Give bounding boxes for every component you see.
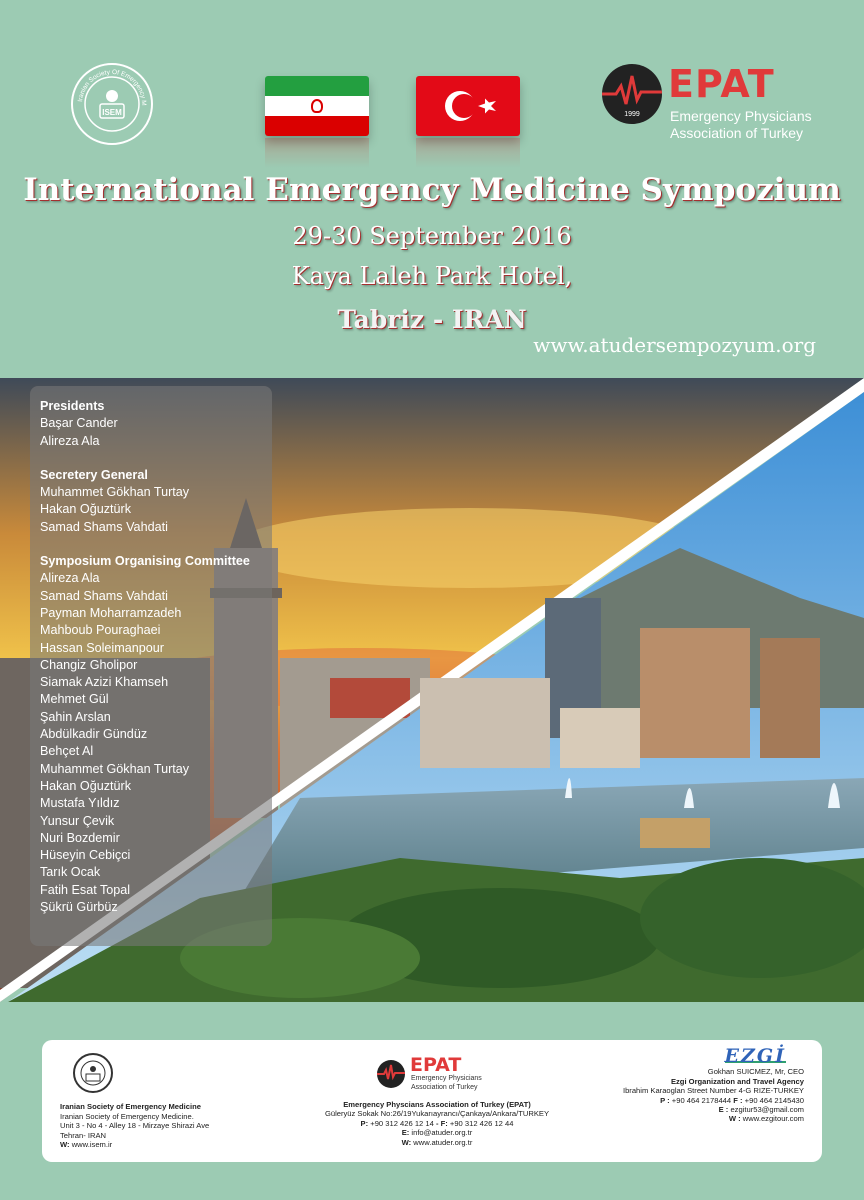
organising-committee-section xyxy=(40,553,272,916)
committee-member: Mustafa Yıldız xyxy=(40,796,120,811)
el-goli-pavilion xyxy=(640,818,710,848)
committee-member: Tarık Ocak xyxy=(40,865,101,880)
ezgi-agency-name: Ezgi Organization and Travel Agency xyxy=(670,1076,804,1086)
secretary-name: Muhammet Gökhan Turtay xyxy=(40,485,190,500)
svg-text:Iranian Society Of Emergency M: Iranian Society Of Emergency M xyxy=(77,68,148,106)
secretary-name: Hakan Oğuztürk xyxy=(40,502,131,517)
isem-name: Iranian Society of Emergency Medicine xyxy=(60,1102,201,1112)
presidents-section xyxy=(40,398,272,450)
committee-member: Siamak Azizi Khamseh xyxy=(40,675,169,690)
turkey-flag-reflection xyxy=(416,138,520,168)
epat-title: EPAT xyxy=(668,62,775,106)
iran-flag xyxy=(265,76,369,136)
committee-member: Nuri Bozdemir xyxy=(40,830,120,845)
committee-panel xyxy=(30,386,272,946)
secretary-name: Samad Shams Vahdati xyxy=(40,519,168,534)
president-name: Başar Cander xyxy=(40,416,118,431)
epat-website-link[interactable]: www.atuder.org.tr xyxy=(413,1137,473,1147)
committee-member: Fatih Esat Topal xyxy=(40,882,131,897)
ezgi-email-link[interactable]: ezgitur53@gmail.com xyxy=(730,1105,804,1115)
organising-committee-heading: Symposium Organising Committee xyxy=(40,554,250,569)
epat-subtitle: Emergency Physicians Association of Turkey xyxy=(670,108,812,141)
epat-logo xyxy=(602,64,822,144)
epat-email-link[interactable]: info@atuder.org.tr xyxy=(411,1128,473,1138)
committee-member: Hakan Oğuztürk xyxy=(40,778,131,793)
symposium-website-link[interactable]: www.atudersempozyum.org xyxy=(533,333,816,357)
ezgi-contact: EZGİ Gokhan SUICMEZ, Mr, CEO Ezgi Organization and Travel Agency Ibrahim Karaoglan Street Number 4-G RIZE-TURKEY P : +90 464 2178444 F : +90 464 2145430 E : ezgitur53@gmail.com W : www.ezgitour.com xyxy=(622,1045,804,1124)
committee-member: Abdülkadir Gündüz xyxy=(40,727,148,742)
committee-member: Yunsur Çevik xyxy=(40,813,115,828)
committee-member: Hassan Soleimanpour xyxy=(40,640,164,655)
epat-heartbeat-icon xyxy=(377,1060,405,1088)
footer-contacts xyxy=(42,1040,822,1162)
symposium-venue: Kaya Laleh Park Hotel, xyxy=(291,262,573,290)
svg-text:ISEM: ISEM xyxy=(102,108,122,117)
isem-logo-small xyxy=(72,1052,114,1094)
svg-text:1999: 1999 xyxy=(624,111,640,118)
isem-logo xyxy=(70,62,154,146)
committee-member: Alireza Ala xyxy=(40,571,100,586)
epat-org-name: Emergency Physcians Association of Turkey (EPAT) xyxy=(343,1100,531,1109)
presidents-heading: Presidents xyxy=(40,399,105,413)
secretary-heading: Secretery General xyxy=(40,467,148,482)
secretary-section xyxy=(40,467,272,536)
epat-heartbeat-icon xyxy=(602,64,662,124)
committee-member: Changiz Gholipor xyxy=(40,657,138,672)
committee-member: Hüseyin Cebiçci xyxy=(40,848,131,863)
committee-member: Şükrü Gürbüz xyxy=(40,900,118,915)
epat-logo-small: EPAT Emergency Physicians Association of Turkey xyxy=(377,1052,497,1096)
committee-member: Payman Moharramzadeh xyxy=(40,605,182,620)
committee-member: Samad Shams Vahdati xyxy=(40,588,168,603)
ezgi-logo: EZGİ xyxy=(724,1045,786,1067)
committee-member: Şahin Arslan xyxy=(40,709,111,724)
epat-contact: EPAT Emergency Physicians Association of Turkey Emergency Physcians Association of Turkey (EPAT) Güleryüz Sokak No:26/19Yukarıayrancı/Çankaya/Ankara/TURKEY P: +90 312 426 12 14 - F: +90 312 426 12 44 E: info@atuder.org.tr W: www.atuder.org.tr xyxy=(324,1054,550,1147)
committee-member: Mahboub Pouraghaei xyxy=(40,623,161,638)
header xyxy=(0,0,864,378)
president-name: Alireza Ala xyxy=(40,433,100,448)
committee-member: Muhammet Gökhan Turtay xyxy=(40,761,190,776)
isem-website-link[interactable]: www.isem.ir xyxy=(71,1140,113,1150)
ezgi-website-link[interactable]: www.ezgitour.com xyxy=(742,1114,804,1124)
iran-flag-reflection xyxy=(265,138,369,168)
symposium-dates: 29-30 September 2016 xyxy=(292,222,572,250)
committee-member: Mehmet Gül xyxy=(40,692,109,707)
committee-member: Behçet Al xyxy=(40,744,94,759)
symposium-title: International Emergency Medicine Sympozium xyxy=(23,172,841,208)
isem-contact: Iranian Society of Emergency Medicine Iranian Society of Emergency Medicine. Unit 3 - No 4 - Alley 18 - Mirzaye Shirazi Ave Tehran- IRAN W: www.isem.ir xyxy=(60,1052,300,1149)
turkey-flag xyxy=(416,76,520,136)
symposium-city: Tabriz - IRAN xyxy=(337,305,527,334)
